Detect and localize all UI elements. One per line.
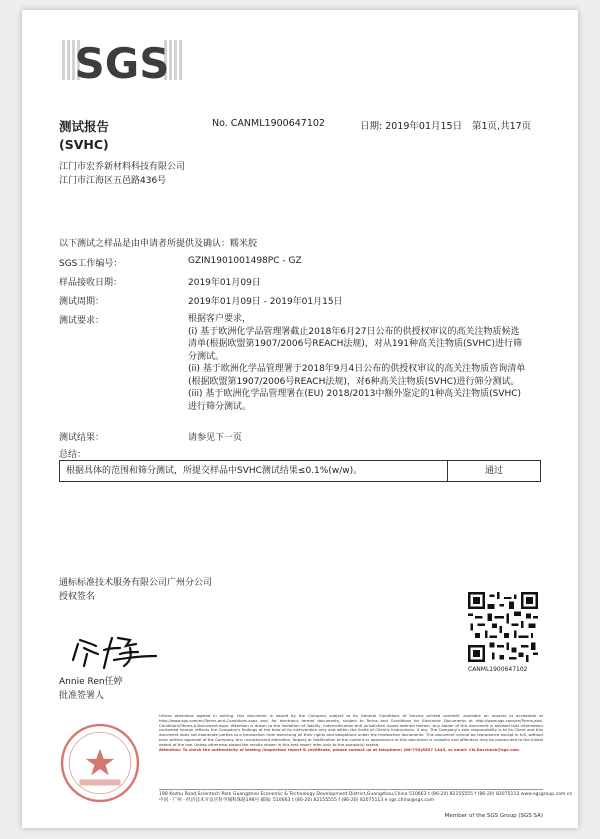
report-date: 日期: 2019年01月15日 <box>360 121 463 132</box>
signer-block <box>59 675 123 703</box>
received-value: 2019年01月09日 <box>188 278 261 288</box>
requirement-item-1: (i) 基于欧洲化学品管理署截止2018年6月27日公布的供授权审议的高关注物质候选清单(根据欧盟第1907/2006号REACH法规)，对从191种高关注物质(SVHC)进行筛分测试。 <box>188 326 522 362</box>
sample-intro: 以下测试之样品是由申请者所提供及确认：糯米胶 <box>59 239 258 249</box>
page-indicator: 第1页,共17页 <box>472 121 532 132</box>
job-no-value: GZIN1901001498PC - GZ <box>188 256 302 266</box>
authorized-signature-label: 授权签名 <box>59 592 96 602</box>
qr-code-number: CANML1900647102 <box>468 666 528 673</box>
summary-result: 通过 <box>484 466 503 476</box>
company-seal <box>59 722 141 804</box>
requirements-block <box>188 313 528 413</box>
address-en: 198 Kezhu Road,Scientech Park Guangzhou Economic & Technology Development District,Guangzhou,China 510663 t (86-20) 82155555 f (86-20) 82075113 www.sgsgroup.com.cn <box>159 792 573 797</box>
address-block <box>159 789 573 804</box>
report-number: No. CANML1900647102 <box>212 118 325 129</box>
client-address: 江门市江海区五邑路436号 <box>59 176 167 186</box>
sgs-logo <box>62 32 182 88</box>
client-name: 江门市宏乔新材料科技有限公司 <box>59 162 186 172</box>
fine-print: Unless otherwise agreed in writing, this document is issued by the Company subject to its General Conditions of Service printed overleaf, available on request or accessible at http://www.sgs.com/en/Terms-and-Conditions.aspx and, for electronic format documents, subject to Terms and Conditions for Electronic Documents at http://www.sgs.com/en/Terms-and-Conditions/Terms-e-Document.aspx. Attention is drawn to the limitation of liability, indemnification and jurisdiction issues defined therein. Any holder of this document is advised that information contained hereon reflects the Company's findings at the time of its intervention only and within the limits of Client's instructions, if any. The Company's sole responsibility is to its Client and this document does not exonerate parties to a transaction from exercising all their rights and obligations under the transaction documents. This document cannot be reproduced except in full, without prior written approval of the Company. Any unauthorized alteration, forgery or falsification of the content or appearance of this document is unlawful and offenders may be prosecuted to the fullest extent of the law. Unless otherwise stated the results shown in this test report refer only to the sample(s) tested. <box>159 713 543 747</box>
report-page <box>22 10 578 828</box>
signer-name: Annie Ren任婷 <box>59 677 123 687</box>
fine-print-block <box>159 714 543 752</box>
authenticity-notice: Attention: To check the authenticity of testing /inspection report & certificate, please contact us at telephone: (86-755)8307 1443, or email: CN.Doccheck@sgs.com <box>159 746 520 752</box>
summary-label: 总结： <box>59 450 87 460</box>
report-title <box>59 118 109 154</box>
job-no-label: SGS工作编号： <box>59 259 123 269</box>
requirement-item-3: (iii) 基于欧洲化学品管理署在(EU) 2018/2013中额外鉴定的1种高关注物质(SVHC)进行筛分测试。 <box>188 389 522 412</box>
results-label: 测试结果： <box>59 433 105 443</box>
qr-code <box>468 592 538 662</box>
received-label: 样品接收日期： <box>59 278 123 288</box>
member-statement: Member of the SGS Group (SGS SA) <box>444 813 543 819</box>
handwritten-signature <box>70 630 160 670</box>
period-label: 测试周期： <box>59 297 105 307</box>
signature-company: 通标标准技术服务有限公司广州分公司 <box>59 578 213 588</box>
footer <box>59 713 573 819</box>
requirement-intro: 根据客户要求， <box>188 314 252 324</box>
summary-table <box>59 460 541 482</box>
period-value: 2019年01月09日 - 2019年01月15日 <box>188 297 343 307</box>
requirement-item-2: (ii) 基于欧洲化学品管理署于2018年9月4日公布的供授权审议的高关注物质咨询清单(根据欧盟第1907/2006号REACH法规)，对6种高关注物质(SVHC)进行筛分测试。 <box>188 364 526 387</box>
address-cn: 中国 · 广州 · 经济技术开发区科学城科珠路198号 邮编: 510663 t (86-20) 82155555 f (86-20) 82075113 e sgs.china@sgs.com <box>159 798 435 803</box>
requirement-label: 测试要求： <box>59 316 105 326</box>
client-block <box>59 160 185 188</box>
title-line2: (SVHC) <box>59 137 109 152</box>
signer-title: 批准签署人 <box>59 691 105 701</box>
svg-text:SGS: SGS <box>74 39 170 88</box>
signature-company-block <box>59 576 212 604</box>
results-value: 请参见下一页 <box>188 433 243 443</box>
title-line1: 测试报告 <box>59 119 110 134</box>
summary-text: 根据具体的范围和筛分测试，所提交样品中SVHC测试结果≤0.1%(w/w)。 <box>60 461 448 481</box>
